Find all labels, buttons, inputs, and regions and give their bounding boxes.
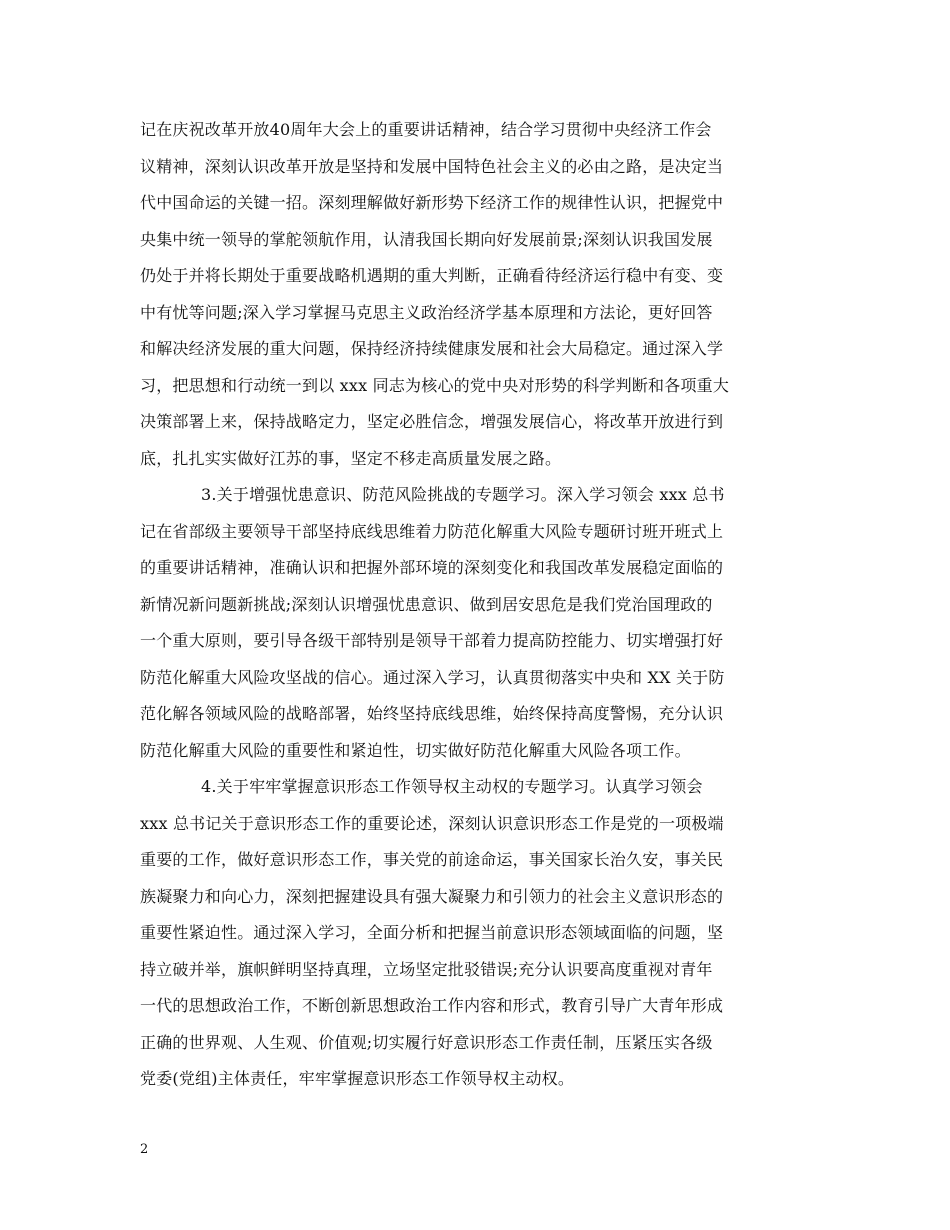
- text-line: 防范化解重大风险攻坚战的信心。通过深入学习，认真贯彻落实中央和 XX 关于防: [140, 667, 725, 687]
- page-number: 2: [140, 1142, 149, 1157]
- text-line: 代中国命运的关键一招。深刻理解做好新形势下经济工作的规律性认识，把握党中: [140, 193, 724, 212]
- text-line: 习，把思想和行动统一到以 xxx 同志为核心的党中央对形势的科学判断和各项重大: [140, 375, 730, 395]
- text-line: 中有忧等问题;深入学习掌握马克思主义政治经济学基本原理和方法论，更好回答: [140, 302, 713, 322]
- paragraph-item-4: [140, 769, 812, 1098]
- text-line: 4.关于牢牢掌握意识形态工作领导权主动权的专题学习。认真学习领会: [201, 777, 703, 796]
- text-line: 一个重大原则，要引导各级干部特别是领导干部着力提高防控能力、切实增强打好: [140, 631, 724, 650]
- text-line: 仍处于并将长期处于重要战略机遇期的重大判断，正确看待经济运行稳中有变、变: [140, 266, 724, 285]
- text-line: 底，扎扎实实做好江苏的事，坚定不移走高质量发展之路。: [140, 448, 562, 468]
- text-line: xxx 总书记关于意识形态工作的重要论述，深刻认识意识形态工作是党的一项极端: [140, 813, 724, 833]
- text-line: 和解决经济发展的重大问题，保持经济持续健康发展和社会大局稳定。通过深入学: [140, 339, 724, 358]
- text-line: 决策部署上来，保持战略定力，坚定必胜信念，增强发展信心，将改革开放进行到: [140, 412, 724, 431]
- text-line: 央集中统一领导的掌舵领航作用，认清我国长期向好发展前景;深刻认识我国发展: [140, 229, 713, 249]
- text-line: 议精神，深刻认识改革开放是坚持和发展中国特色社会主义的必由之路，是决定当: [140, 156, 724, 176]
- text-line: 记在庆祝改革开放40周年大会上的重要讲话精神，结合学习贯彻中央经济工作会: [140, 120, 712, 139]
- text-line: 正确的世界观、人生观、价值观;切实履行好意识形态工作责任制，压紧压实各级: [140, 1032, 713, 1052]
- text-line: 党委(党组)主体责任，牢牢掌握意识形态工作领导权主动权。: [140, 1069, 575, 1088]
- text-line: 一代的思想政治工作，不断创新思想政治工作内容和形式，教育引导广大青年形成: [140, 996, 724, 1015]
- text-line: 的重要讲话精神，准确认识和把握外部环境的深刻变化和我国改革发展稳定面临的: [140, 558, 724, 577]
- text-line: 新情况新问题新挑战;深刻认识增强忧患意识、做到居安思危是我们党治国理政的: [140, 594, 713, 614]
- text-line: 范化解各领域风险的战略部署，始终坚持底线思维，始终保持高度警惕，充分认识: [140, 704, 724, 723]
- text-line: 3.关于增强忧患意识、防范风险挑战的专题学习。深入学习领会 xxx 总书: [201, 485, 725, 504]
- paragraph-continued: [140, 112, 812, 477]
- text-line: 持立破并举，旗帜鲜明坚持真理，立场坚定批驳错误;充分认识要高度重视对青年: [140, 959, 713, 979]
- text-line: 防范化解重大风险的重要性和紧迫性，切实做好防范化解重大风险各项工作。: [140, 740, 691, 760]
- text-line: 重要性紧迫性。通过深入学习，全面分析和把握当前意识形态领域面临的问题，坚: [140, 923, 724, 942]
- text-line: 族凝聚力和向心力，深刻把握建设具有强大凝聚力和引领力的社会主义意识形态的: [140, 886, 724, 906]
- text-line: 重要的工作，做好意识形态工作，事关党的前途命运，事关国家长治久安，事关民: [140, 850, 724, 869]
- paragraph-item-3: [140, 477, 812, 769]
- text-line: 记在省部级主要领导干部坚持底线思维着力防范化解重大风险专题研讨班开班式上: [140, 521, 724, 541]
- document-body: [140, 112, 812, 1098]
